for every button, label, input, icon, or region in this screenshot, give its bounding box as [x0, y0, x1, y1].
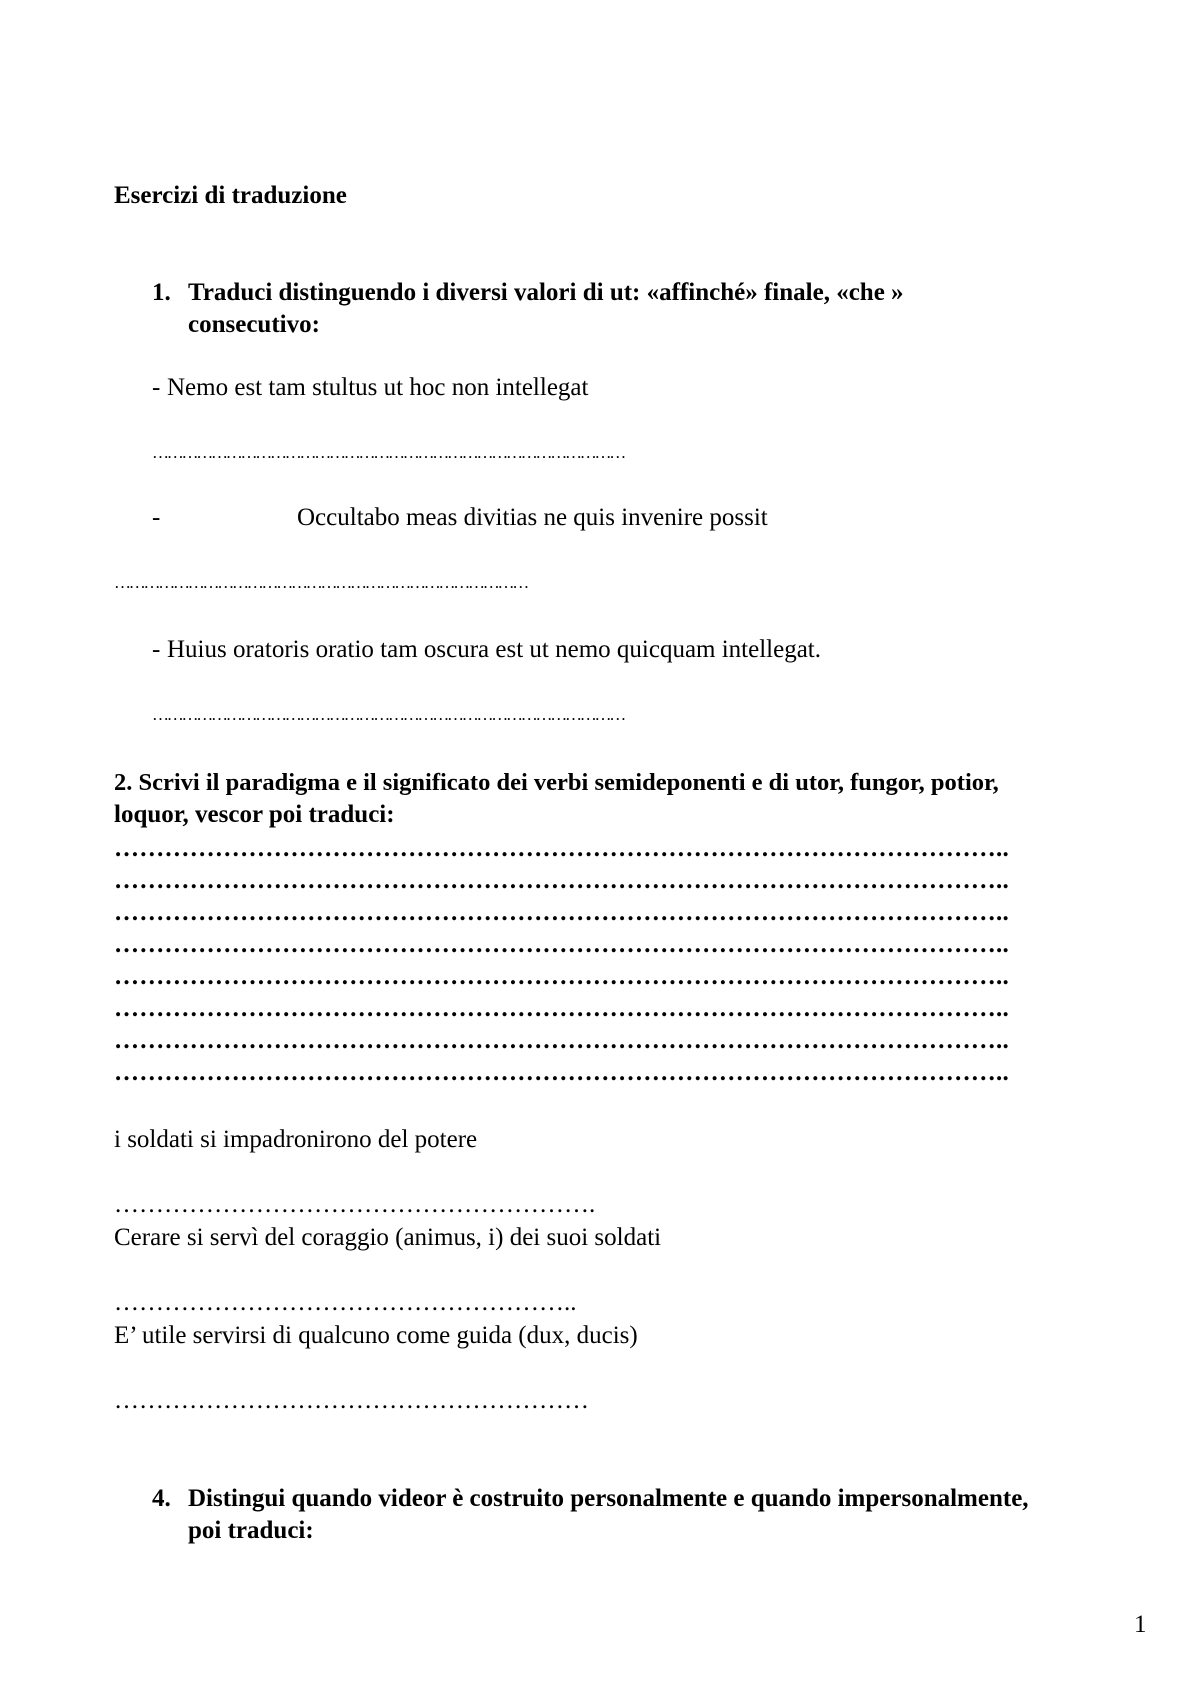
ex2-dot-line: ……………………………………………………………………………………………..	[114, 963, 1009, 990]
ex2-sentence-2-answer-line: ………………………………………………..	[114, 1289, 577, 1316]
ex1-item1-answer-line: ……………………………………………………………………………………	[152, 443, 624, 462]
ex2-dot-line: ……………………………………………………………………………………………..	[114, 1059, 1009, 1086]
ex1-item1-sentence: Nemo est tam stultus ut hoc non intellegat	[167, 374, 589, 401]
ex2-sentence-3: E’ utile servirsi di qualcuno come guida (dux, ducis)	[114, 1322, 638, 1349]
exercise-2-heading-line1: 2. Scrivi il paradigma e il significato dei verbi semideponenti e di utor, fungor, potior,	[114, 769, 999, 796]
ex1-item3-dash: -	[152, 636, 161, 663]
ex1-item1-dash: -	[152, 374, 161, 401]
ex1-item2-dash: -	[152, 504, 161, 531]
ex1-item2-sentence: Occultabo meas divitias ne quis invenire possit	[297, 504, 768, 531]
exercise-4-heading-line1: Distingui quando videor è costruito personalmente e quando impersonalmente,	[188, 1485, 1029, 1512]
ex2-sentence-3-answer-line: …………………………………………………	[114, 1387, 589, 1414]
ex2-dot-line: ……………………………………………………………………………………………..	[114, 899, 1009, 926]
ex2-dot-line: ……………………………………………………………………………………………..	[114, 867, 1009, 894]
ex2-sentence-2: Cerare si servì del coraggio (animus, i) dei suoi soldati	[114, 1224, 662, 1251]
exercise-1-heading-line1: Traduci distinguendo i diversi valori di ut: «affinché» finale, «che »	[188, 279, 904, 306]
ex1-item3-answer-line: ……………………………………………………………………………………	[152, 705, 624, 724]
ex2-dot-line: ……………………………………………………………………………………………..	[114, 1027, 1009, 1054]
page-number: 1	[1134, 1611, 1147, 1638]
exercise-4-heading-line2: poi traduci:	[188, 1517, 314, 1544]
exercise-1-number: 1.	[152, 279, 171, 306]
ex2-dot-line: ……………………………………………………………………………………………..	[114, 995, 1009, 1022]
ex1-item3-sentence: Huius oratoris oratio tam oscura est ut nemo quicquam intellegat.	[167, 636, 822, 663]
ex2-sentence-1: i soldati si impadronirono del potere	[114, 1126, 478, 1153]
ex2-dot-line: ……………………………………………………………………………………………..	[114, 931, 1009, 958]
ex1-item2-answer-line: …………………………………………………………………………	[114, 573, 527, 592]
ex2-dot-line: ……………………………………………………………………………………………..	[114, 835, 1009, 862]
exercise-2-heading-line2: loquor, vescor poi traduci:	[114, 801, 395, 828]
ex2-sentence-1-answer-line: ………………………………………………….	[114, 1191, 596, 1218]
exercise-4-number: 4.	[152, 1485, 171, 1512]
exercise-1-heading-line2: consecutivo:	[188, 311, 320, 338]
page-title: Esercizi di traduzione	[114, 182, 347, 209]
